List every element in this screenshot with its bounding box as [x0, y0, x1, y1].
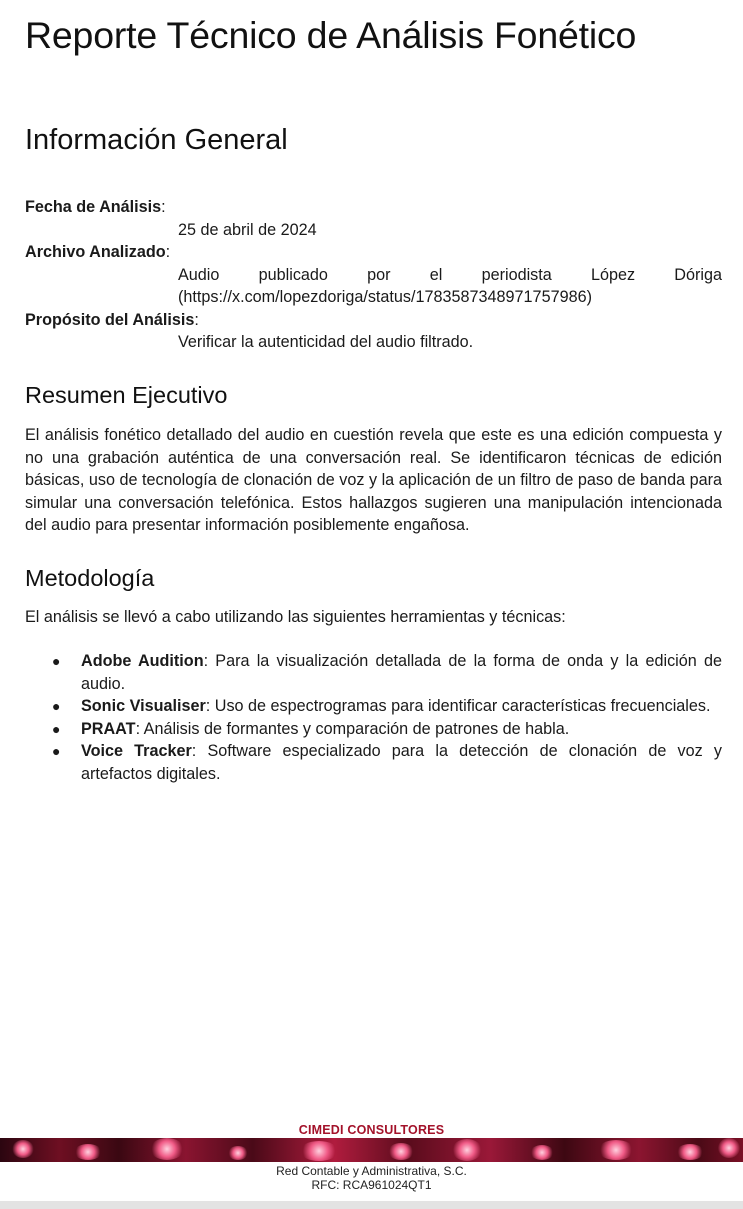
field-value: Audio publicado por el periodista López Dóriga (https://x.com/lopezdoriga/status/1783587348971757986) — [178, 265, 722, 306]
methodology-heading: Metodología — [25, 565, 155, 591]
field-label: Propósito del Análisis: — [25, 310, 199, 329]
field-value: Verificar la autenticidad del audio filtrado. — [178, 333, 474, 351]
tool-name: Adobe Audition — [81, 652, 204, 670]
sparkle-icon — [676, 1144, 704, 1160]
bottom-bar — [0, 1201, 743, 1209]
list-item — [25, 740, 722, 785]
bullet-icon: ● — [52, 653, 61, 669]
field-value: 25 de abril de 2024 — [178, 220, 317, 239]
field-label: Fecha de Análisis: — [25, 198, 166, 216]
executive-summary-text: El análisis fonético detallado del audio en cuestión revela que este es una edición compuesta y no una grabación auténtica de una conversación real. Se identificaron técnicas de edición básicas, uso de tecnología de clonación de voz y la aplicación de un filtro de paso de banda para simular una conversación telefónica. Estos hallazgos sugieren una manipulación intencionada del audio para presentar información posiblemente engañosa. — [25, 426, 722, 534]
sparkle-icon — [718, 1138, 740, 1158]
analysis-date-field — [25, 196, 722, 241]
sparkle-icon — [530, 1145, 554, 1160]
document-title: Reporte Técnico de Análisis Fonético — [25, 14, 637, 56]
tool-name: PRAAT — [81, 719, 136, 738]
tool-name: Sonic Visualiser — [81, 697, 206, 715]
general-info-heading: Información General — [25, 124, 288, 156]
bullet-icon: ● — [52, 698, 61, 714]
field-label: Archivo Analizado: — [25, 243, 171, 261]
sparkle-icon — [388, 1143, 414, 1160]
sparkle-icon — [300, 1141, 338, 1161]
sparkle-icon — [598, 1140, 634, 1160]
analysis-purpose-field — [25, 309, 722, 354]
list-item — [25, 650, 722, 695]
footer-decorative-band — [0, 1138, 743, 1162]
tool-description: : Para la visualización detallada de la forma de onda y la edición de audio. — [81, 652, 722, 693]
sparkle-icon — [74, 1144, 102, 1160]
methodology-intro: El análisis se llevó a cabo utilizando las siguientes herramientas y técnicas: — [25, 608, 566, 626]
list-item — [25, 718, 722, 741]
sparkle-icon — [12, 1140, 34, 1158]
tool-name: Voice Tracker — [81, 742, 192, 760]
analyzed-file-field — [25, 241, 722, 309]
bullet-icon: ● — [52, 743, 61, 759]
tools-list — [25, 650, 722, 785]
footer-legal-name: Red Contable y Administrativa, S.C. — [276, 1164, 467, 1178]
executive-summary-heading: Resumen Ejecutivo — [25, 382, 228, 408]
footer-rfc: RFC: RCA961024QT1 — [311, 1178, 432, 1192]
tool-description: : Análisis de formantes y comparación de patrones de habla. — [135, 719, 570, 738]
footer-company-name: CIMEDI CONSULTORES — [298, 1123, 445, 1137]
sparkle-icon — [228, 1146, 248, 1160]
list-item — [25, 695, 722, 718]
sparkle-icon — [452, 1139, 482, 1161]
sparkle-icon — [150, 1138, 184, 1160]
general-info-fields — [25, 196, 722, 354]
bullet-icon: ● — [52, 720, 61, 737]
tool-description: : Software especializado para la detección de clonación de voz y artefactos digitales. — [81, 742, 722, 783]
tool-description: : Uso de espectrogramas para identificar características frecuenciales. — [205, 697, 711, 715]
